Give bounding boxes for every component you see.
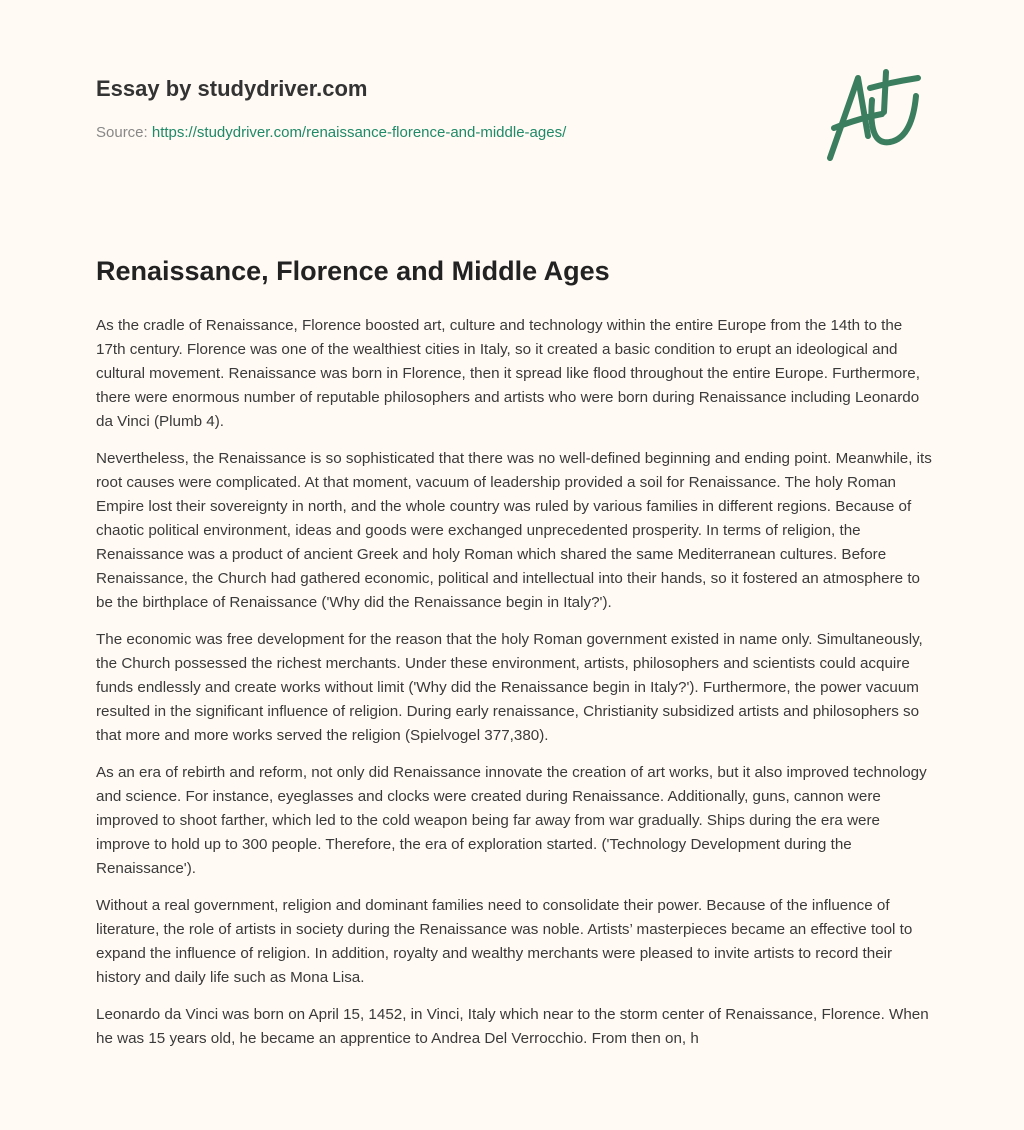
essay-body xyxy=(96,314,932,1064)
site-brand: Essay by studydriver.com xyxy=(96,76,368,101)
essay-paragraph: As the cradle of Renaissance, Florence boosted art, culture and technology within the entire Europe from the 14th to the 17th century. Florence was one of the wealthiest cities in Italy, so it created a basic condition to erupt an ideological and cultural movement. Renaissance was born in Florence, then it spread like flood throughout the entire Europe. Furthermore, there were enormous number of reputable philosophers and artists who were born during Renaissance including Leonardo da Vinci (Plumb 4). xyxy=(96,317,920,430)
essay-paragraph: Without a real government, religion and dominant families need to consolidate their power. Because of the influence of literature, the role of artists in society during the Renaissance was noble. Artists’ masterpieces became an effective tool to expand the influence of religion. In addition, royalty and wealthy merchants were pleased to invite artists to record their history and daily life such as Mona Lisa. xyxy=(96,897,913,986)
source-label: Source: xyxy=(96,124,148,141)
source-link[interactable]: https://studydriver.com/renaissance-florence-and-middle-ages/ xyxy=(151,124,567,141)
essay-paragraph: Leonardo da Vinci was born on April 15, 1452, in Vinci, Italy which near to the storm center of Renaissance, Florence. When he was 15 years old, he became an apprentice to Andrea Del Verrocchio. From then on, h xyxy=(96,1006,929,1047)
essay-paragraph: Nevertheless, the Renaissance is so sophisticated that there was no well-defined beginning and ending point. Meanwhile, its root causes were complicated. At that moment, vacuum of leadership provided a soil for Renaissance. The holy Roman Empire lost their sovereignty in north, and the whole country was ruled by various families in different regions. Because of chaotic political environment, ideas and goods were exchanged unprecedented prosperity. In terms of religion, the Renaissance was a product of ancient Greek and holy Roman which shared the same Mediterranean cultures. Before Renaissance, the Church had gathered economic, political and intellectual into their hands, so it fostered an atmosphere to be the birthplace of Renaissance ('Why did the Renaissance begin in Italy?'). xyxy=(96,450,932,611)
page-header xyxy=(0,0,1024,240)
essay-paragraph: The economic was free development for the reason that the holy Roman government existed in name only. Simultaneously, the Church possessed the richest merchants. Under these environment, artists, philosophers and scientists could acquire funds endlessly and create works without limit ('Why did the Renaissance begin in Italy?'). Furthermore, the power vacuum resulted in the significant influence of religion. During early renaissance, Christianity subsidized artists and philosophers so that more and more works served the religion (Spielvogel 377,380). xyxy=(96,631,923,744)
source-line xyxy=(96,124,566,141)
essay-title: Renaissance, Florence and Middle Ages xyxy=(96,256,610,286)
a-plus-logo-icon xyxy=(820,66,930,166)
essay-paragraph: As an era of rebirth and reform, not only did Renaissance innovate the creation of art works, but it also improved technology and science. For instance, eyeglasses and clocks were created during Renaissance. Additionally, guns, cannon were improved to shoot farther, which led to the cold weapon being far away from war gradually. Ships during the era were improve to hold up to 300 people. Therefore, the era of exploration started. ('Technology Development during the Renaissance'). xyxy=(96,764,927,877)
